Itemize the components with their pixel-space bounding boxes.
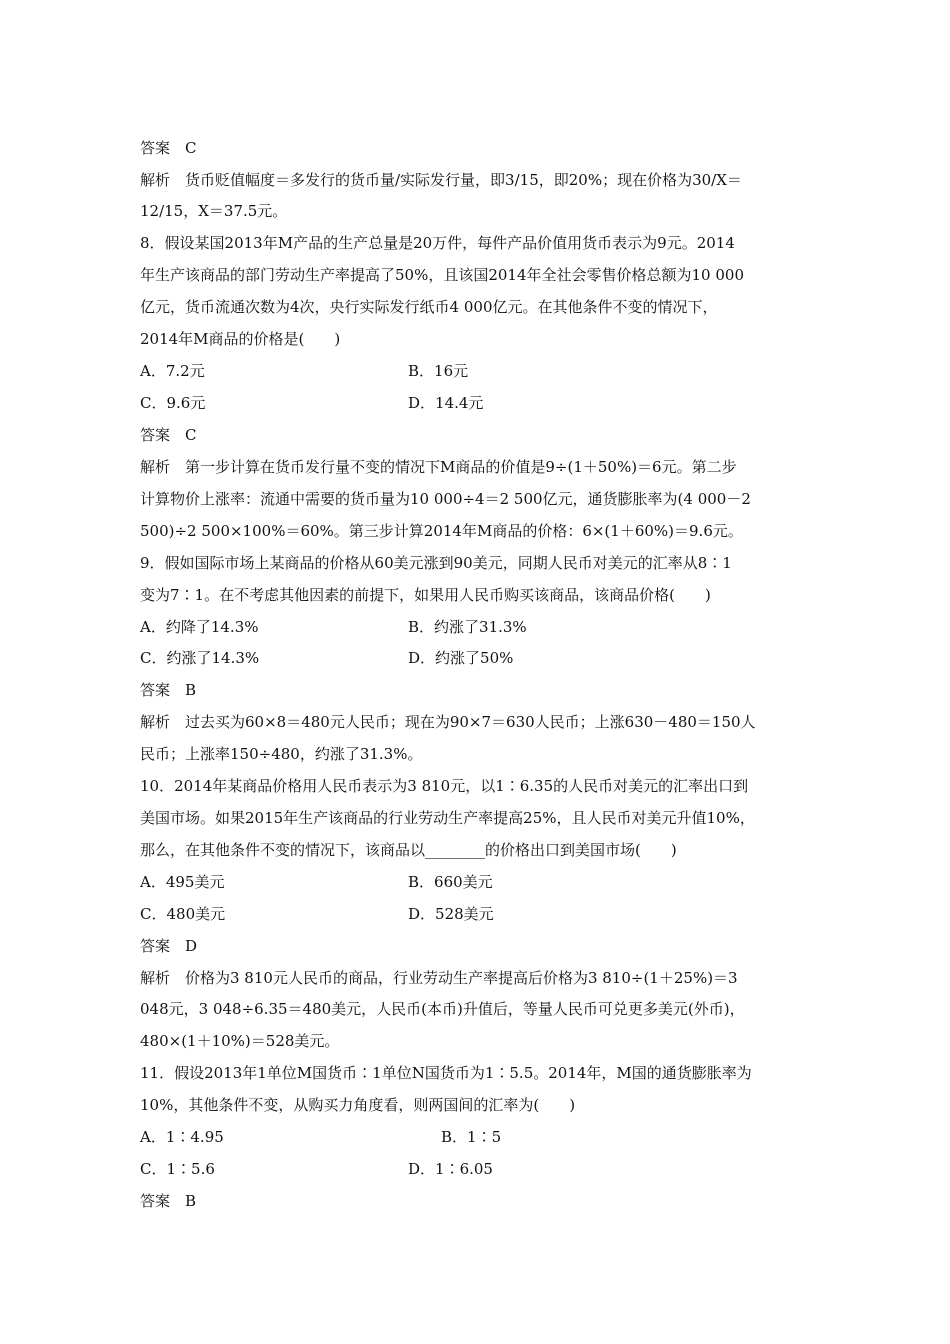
question-8-option-c: C．9.6元 (140, 394, 206, 412)
question-8-option-d: D．14.4元 (408, 394, 484, 412)
answer-line: 答案 D (140, 937, 198, 955)
analysis-line: 解析 过去买为60×8＝480元人民币；现在为90×7＝630人民币；上涨630－480＝150人 (140, 713, 756, 731)
analysis-line: 解析 第一步计算在货币发行量不变的情况下M商品的价值是9÷(1＋50%)＝6元。第二步 (140, 458, 737, 476)
question-9-line: 变为7∶1。在不考虑其他因素的前提下，如果用人民币购买该商品，该商品价格( ) (140, 586, 711, 604)
question-10-line: 美国市场。如果2015年生产该商品的行业劳动生产率提高25%，且人民币对美元升值10%， (140, 809, 755, 827)
analysis-line: 解析 价格为3 810元人民币的商品，行业劳动生产率提高后价格为3 810÷(1＋25%)＝3 (140, 969, 738, 987)
analysis-line: 048元，3 048÷6.35＝480美元，人民币(本币)升值后，等量人民币可兑更多美元(外币)， (140, 1000, 745, 1018)
question-10-option-c: C．480美元 (140, 905, 226, 923)
question-8-line: 2014年M商品的价格是( ) (140, 330, 341, 348)
question-9-line: 9．假如国际市场上某商品的价格从60美元涨到90美元，同期人民币对美元的汇率从8∶1 (140, 554, 732, 572)
question-10-option-d: D．528美元 (408, 905, 494, 923)
question-9-option-d: D．约涨了50% (408, 649, 514, 667)
answer-line: 答案 C (140, 426, 197, 444)
analysis-line: 480×(1＋10%)＝528美元。 (140, 1032, 340, 1050)
answer-line: 答案 B (140, 681, 197, 699)
question-9-option-c: C．约涨了14.3% (140, 649, 260, 667)
analysis-line: 12/15，X＝37.5元。 (140, 202, 288, 220)
analysis-line: 计算物价上涨率：流通中需要的货币量为10 000÷4＝2 500亿元，通货膨胀率为(4 000－2 (140, 490, 751, 508)
answer-line: 答案 C (140, 139, 197, 157)
question-8-line: 年生产该商品的部门劳动生产率提高了50%，且该国2014年全社会零售价格总额为10 000 (140, 266, 745, 284)
question-9-option-b: B．约涨了31.3% (408, 618, 527, 636)
question-11-option-c: C．1∶5.6 (140, 1160, 215, 1178)
question-11-option-a: A．1∶4.95 (140, 1128, 224, 1146)
analysis-line: 500)÷2 500×100%＝60%。第三步计算2014年M商品的价格：6×(1＋60%)＝9.6元。 (140, 522, 743, 540)
question-9-option-a: A．约降了14.3% (140, 618, 259, 636)
question-8-option-b: B．16元 (408, 362, 469, 380)
question-10-option-b: B．660美元 (408, 873, 493, 891)
question-11-line: 11．假设2013年1单位M国货币∶1单位N国货币为1∶5.5。2014年，M国的通货膨胀率为 (140, 1064, 752, 1082)
question-10-line: 那么，在其他条件不变的情况下，该商品以________的价格出口到美国市场( ) (140, 841, 677, 859)
question-8-option-a: A．7.2元 (140, 362, 205, 380)
question-8-line: 亿元，货币流通次数为4次，央行实际发行纸币4 000亿元。在其他条件不变的情况下， (140, 298, 718, 316)
analysis-line: 民币；上涨率150÷480，约涨了31.3%。 (140, 745, 423, 763)
question-11-option-b: B．1∶5 (441, 1128, 502, 1146)
analysis-line: 解析 货币贬值幅度＝多发行的货币量/实际发行量，即3/15，即20%；现在价格为30/X＝ (140, 171, 742, 189)
question-8-line: 8．假设某国2013年M产品的生产总量是20万件，每件产品价值用货币表示为9元。2014 (140, 234, 735, 252)
question-11-option-d: D．1∶6.05 (408, 1160, 493, 1178)
question-10-line: 10．2014年某商品价格用人民币表示为3 810元，以1∶6.35的人民币对美元的汇率出口到 (140, 777, 749, 795)
question-10-option-a: A．495美元 (140, 873, 225, 891)
question-11-line: 10%，其他条件不变，从购买力角度看，则两国间的汇率为( ) (140, 1096, 576, 1114)
answer-line: 答案 B (140, 1192, 197, 1210)
